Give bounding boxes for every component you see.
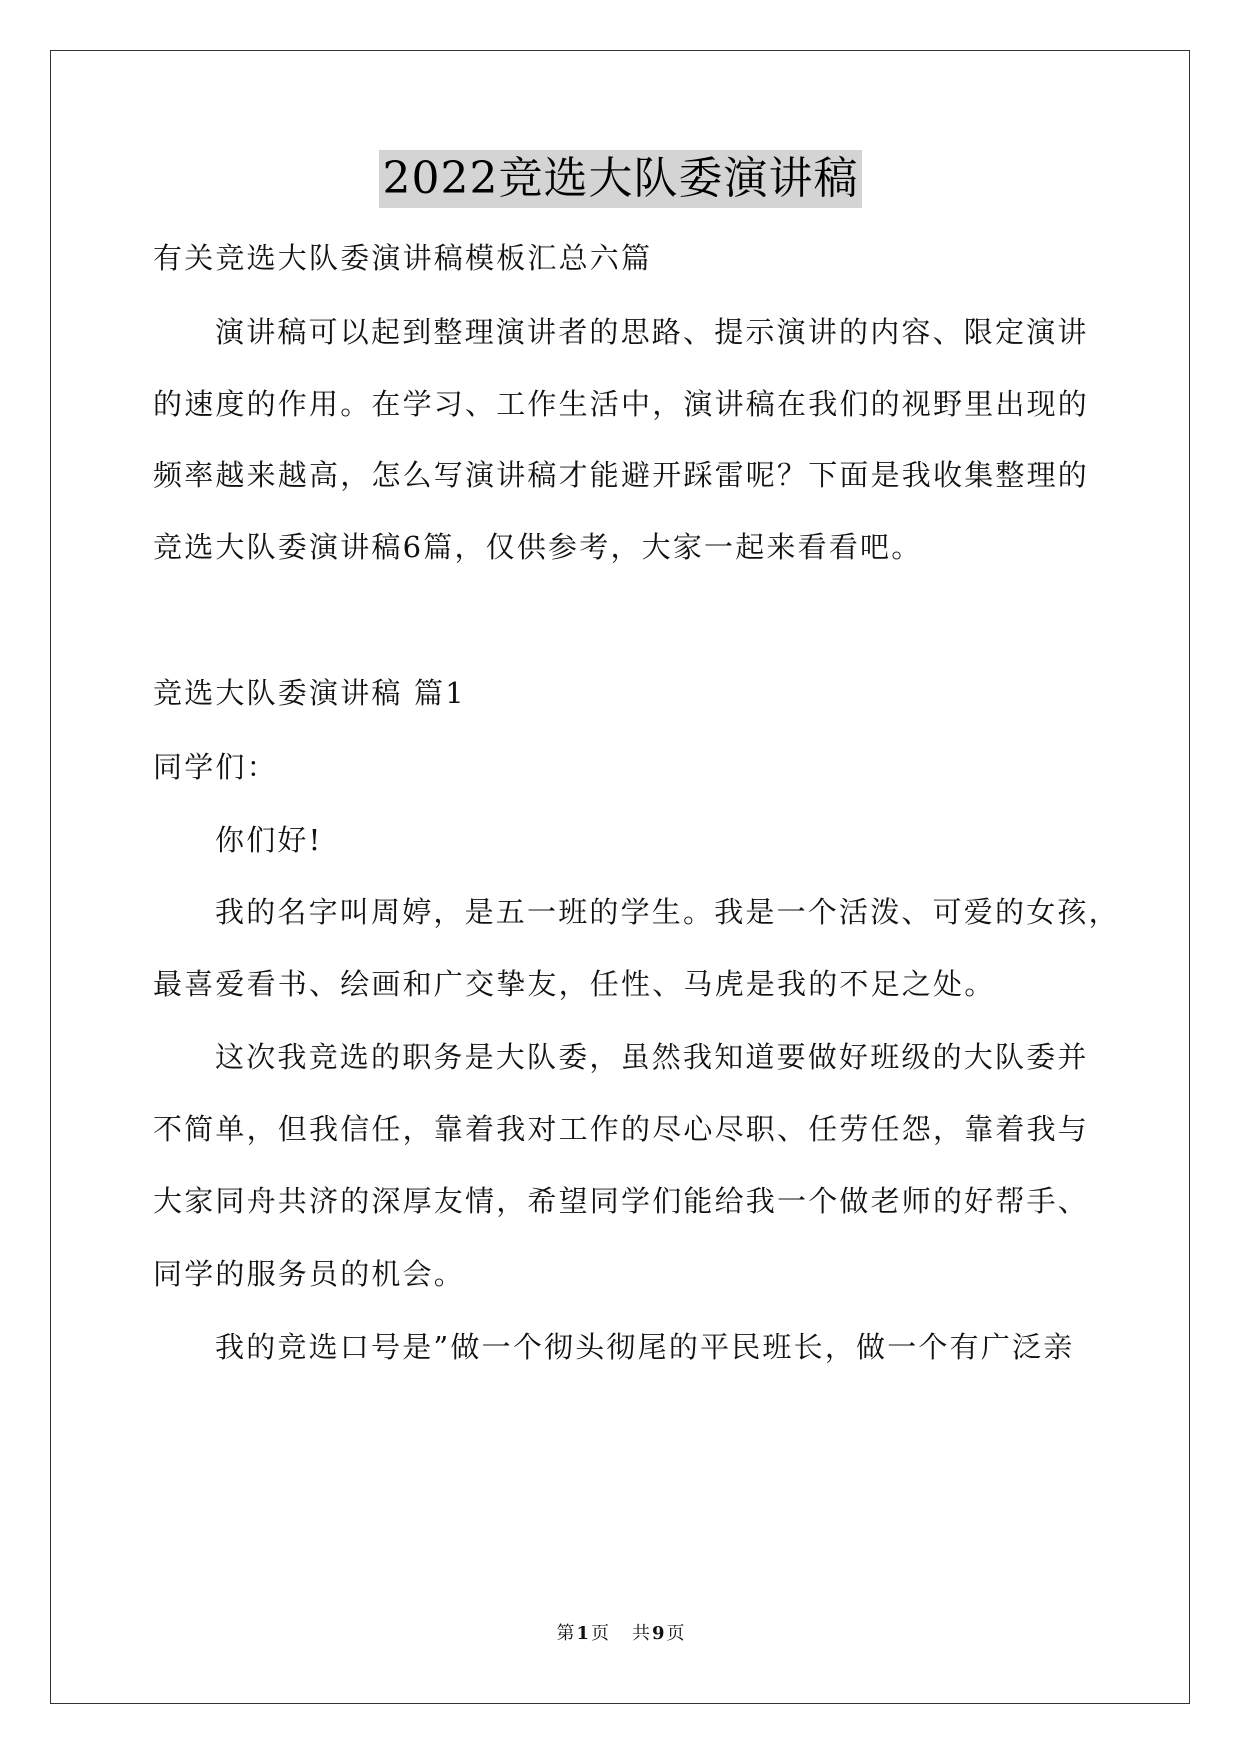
intro-line-3: 频率越来越高，怎么写演讲稿才能避开踩雷呢？下面是我收集整理的	[153, 458, 1090, 492]
intro-line-1: 演讲稿可以起到整理演讲者的思路、提示演讲的内容、限定演讲	[215, 315, 1089, 349]
page-number: 1	[576, 1623, 590, 1644]
intro-line-2: 的速度的作用。在学习、工作生活中，演讲稿在我们的视野里出现的	[153, 387, 1090, 421]
section-heading: 竞选大队委演讲稿 篇1	[153, 676, 466, 710]
subtitle: 有关竞选大队委演讲稿模板汇总六篇	[153, 241, 653, 275]
intro-line-4: 竞选大队委演讲稿6篇，仅供参考，大家一起来看看吧。	[153, 530, 923, 564]
page-suffix: 页	[591, 1623, 610, 1644]
total-prefix: 共	[631, 1623, 650, 1644]
salutation: 同学们：	[153, 750, 278, 784]
para1-line-1: 我的名字叫周婷，是五一班的学生。我是一个活泼、可爱的女孩，	[215, 895, 1120, 929]
para2-line-2: 不简单，但我信任，靠着我对工作的尽心尽职、任劳任怨，靠着我与	[153, 1112, 1090, 1146]
document-title: 2022竞选大队委演讲稿	[379, 150, 863, 208]
para2-line-4: 同学的服务员的机会。	[153, 1257, 466, 1291]
para2-line-1: 这次我竞选的职务是大队委，虽然我知道要做好班级的大队委并	[215, 1040, 1089, 1074]
para3-line-1: 我的竞选口号是”做一个彻头彻尾的平民班长，做一个有广泛亲	[215, 1330, 1075, 1364]
para2-line-3: 大家同舟共济的深厚友情，希望同学们能给我一个做老师的好帮手、	[153, 1184, 1090, 1218]
greeting: 你们好!	[215, 823, 323, 857]
total-pages: 9	[651, 1623, 665, 1644]
para1-line-2: 最喜爱看书、绘画和广交挚友，任性、马虎是我的不足之处。	[153, 967, 996, 1001]
page-border	[50, 50, 1190, 1704]
total-suffix: 页	[666, 1623, 685, 1644]
page-footer	[0, 1622, 1241, 1646]
page-prefix: 第	[556, 1623, 575, 1644]
